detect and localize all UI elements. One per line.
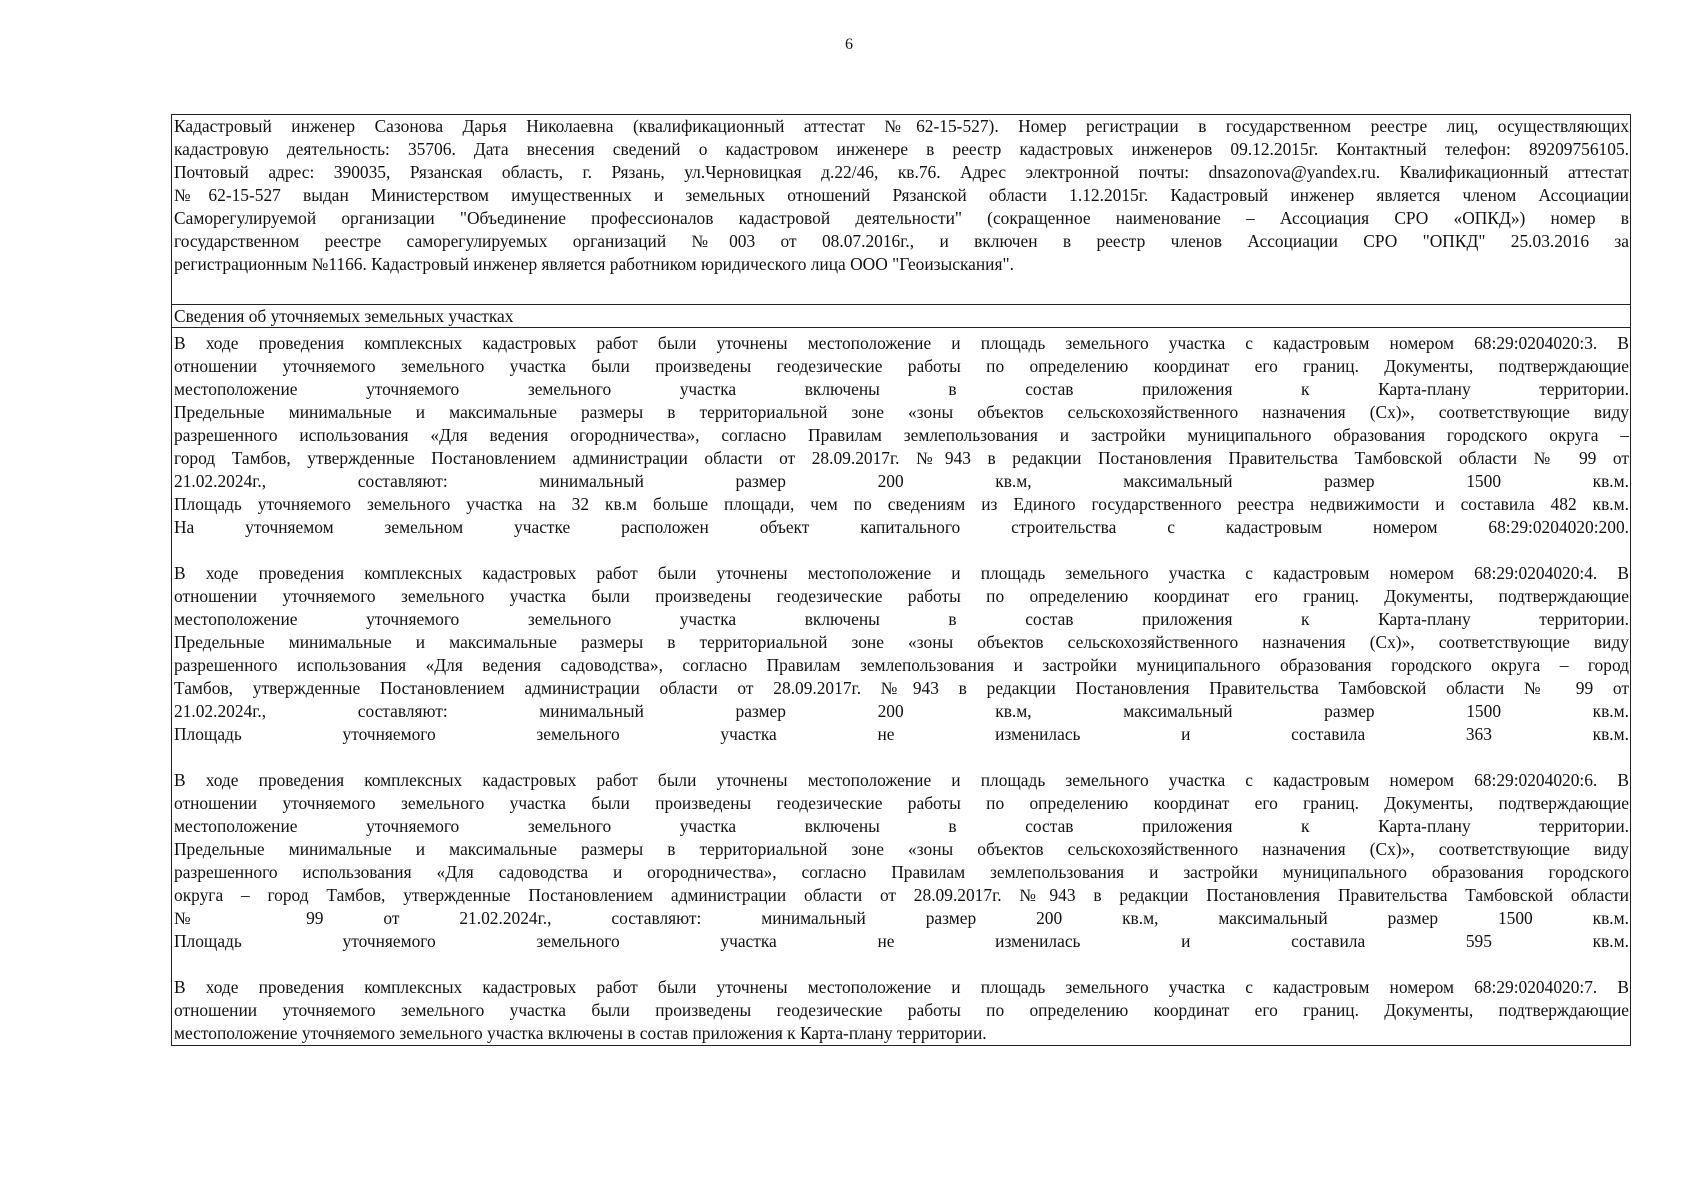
page-number: 6	[845, 36, 853, 53]
parcel-line: отношении уточняемого земельного участка были произведены геодезические работы по определению координат его границ. Документы, подтверждающие	[174, 356, 1629, 376]
parcel-line: разрешенного использования «Для ведения огородничества», согласно Правилам землепользования и застройки муниципального образования городского округа –	[174, 425, 1629, 445]
parcel-line: разрешенного использования «Для ведения садоводства», согласно Правилам землепользования и застройки муниципального образования городского округа – город	[174, 655, 1629, 675]
parcel-line: местоположение уточняемого земельного участка включены в состав приложения к Карта-плану территории.	[174, 379, 1629, 399]
parcel-line: На уточняемом земельном участке расположен объект капитального строительства с кадастровым номером 68:29:0204020:200.	[174, 517, 1629, 537]
document-table	[171, 114, 1631, 1046]
parcel-line: Предельные минимальные и максимальные размеры в территориальной зоне «зоны объектов сельскохозяйственного назначения (Сх)», соответствующие виду	[174, 402, 1629, 422]
parcel-line: местоположение уточняемого земельного участка включены в состав приложения к Карта-плану территории.	[174, 609, 1629, 629]
parcel-line: В ходе проведения комплексных кадастровых работ были уточнены местоположение и площадь земельного участка с кадастровым номером 68:29:0204020:7. В	[174, 977, 1629, 997]
parcel-line: разрешенного использования «Для садоводства и огородничества», согласно Правилам землепользования и застройки муниципального образования городского	[174, 862, 1629, 882]
engineer-info-line: Почтовый адрес: 390035, Рязанская область, г. Рязань, ул.Черновицкая д.22/46, кв.76. Адрес электронной почты: dnsazonova@yandex.ru. Квалификационный аттестат	[174, 162, 1629, 182]
parcel-line: отношении уточняемого земельного участка были произведены геодезические работы по определению координат его границ. Документы, подтверждающие	[174, 793, 1629, 813]
parcel-line: Тамбов, утвержденные Постановлением администрации области от 28.09.2017г. №943 в редакции Постановления Правительства Тамбовской области № 99 от	[174, 678, 1629, 698]
parcel-block	[174, 562, 1629, 746]
parcel-line: 21.02.2024г., составляют: минимальный размер 200 кв.м, максимальный размер 1500 кв.м.	[174, 701, 1629, 721]
parcel-line: город Тамбов, утвержденные Постановлением администрации области от 28.09.2017г. №943 в редакции Постановления Правительства Тамбовской области № 99 от	[174, 448, 1629, 468]
parcel-line: местоположение уточняемого земельного участка включены в состав приложения к Карта-плану территории.	[174, 1023, 987, 1043]
engineer-info-line: Кадастровый инженер Сазонова Дарья Николаевна (квалификационный аттестат №62-15-527). Номер регистрации в государственном реестре лиц, осуществляющих	[174, 116, 1629, 136]
engineer-info	[172, 115, 1630, 304]
parcel-block	[174, 769, 1629, 953]
parcels-list	[172, 328, 1630, 1045]
engineer-info-line: Саморегулируемой организации "Объединение профессионалов кадастровой деятельности" (сокращенное наименование – Ассоциация СРО «ОПКД») номер в	[174, 208, 1629, 228]
parcel-line: В ходе проведения комплексных кадастровых работ были уточнены местоположение и площадь земельного участка с кадастровым номером 68:29:0204020:4. В	[174, 563, 1629, 583]
parcel-line: Площадь уточняемого земельного участка на 32 кв.м больше площади, чем по сведениям из Единого государственного реестра недвижимости и составила 482 кв.м.	[174, 494, 1629, 514]
parcel-line: местоположение уточняемого земельного участка включены в состав приложения к Карта-плану территории.	[174, 816, 1629, 836]
parcel-line: Площадь уточняемого земельного участка не изменилась и составила 363 кв.м.	[174, 724, 1629, 744]
parcel-line: В ходе проведения комплексных кадастровых работ были уточнены местоположение и площадь земельного участка с кадастровым номером 68:29:0204020:6. В	[174, 770, 1629, 790]
parcel-line: округа – город Тамбов, утвержденные Постановлением администрации области от 28.09.2017г. №943 в редакции Постановления Правительства Тамбовской области	[174, 885, 1629, 905]
parcel-line: Предельные минимальные и максимальные размеры в территориальной зоне «зоны объектов сельскохозяйственного назначения (Сх)», соответствующие виду	[174, 632, 1629, 652]
parcel-line: 21.02.2024г., составляют: минимальный размер 200 кв.м, максимальный размер 1500 кв.м.	[174, 471, 1629, 491]
engineer-info-line: кадастровую деятельность: 35706. Дата внесения сведений о кадастровом инженере в реестр кадастровых инженеров 09.12.2015г. Контактный телефон: 89209756105.	[174, 139, 1629, 159]
section-heading: Сведения об уточняемых земельных участках	[172, 304, 1630, 328]
parcel-line: Площадь уточняемого земельного участка не изменилась и составила 595 кв.м.	[174, 931, 1629, 951]
parcel-line: В ходе проведения комплексных кадастровых работ были уточнены местоположение и площадь земельного участка с кадастровым номером 68:29:0204020:3. В	[174, 333, 1629, 353]
parcel-line: Предельные минимальные и максимальные размеры в территориальной зоне «зоны объектов сельскохозяйственного назначения (Сх)», соответствующие виду	[174, 839, 1629, 859]
parcel-block	[174, 332, 1629, 539]
parcel-line: № 99 от 21.02.2024г., составляют: минимальный размер 200 кв.м, максимальный размер 1500 кв.м.	[174, 908, 1629, 928]
parcel-line: отношении уточняемого земельного участка были произведены геодезические работы по определению координат его границ. Документы, подтверждающие	[174, 586, 1629, 606]
parcel-block	[174, 976, 1629, 1045]
parcel-line: отношении уточняемого земельного участка были произведены геодезические работы по определению координат его границ. Документы, подтверждающие	[174, 1000, 1629, 1020]
engineer-info-line: государственном реестре саморегулируемых организаций №003 от 08.07.2016г., и включен в реестр членов Ассоциации СРО "ОПКД" 25.03.2016 за	[174, 231, 1629, 251]
engineer-info-line: регистрационным №1166. Кадастровый инженер является работником юридического лица ООО "Геоизыскания".	[174, 254, 1014, 274]
engineer-info-line: №62-15-527 выдан Министерством имущественных и земельных отношений Рязанской области 1.12.2015г. Кадастровый инженер является членом Ассоциации	[174, 185, 1629, 205]
